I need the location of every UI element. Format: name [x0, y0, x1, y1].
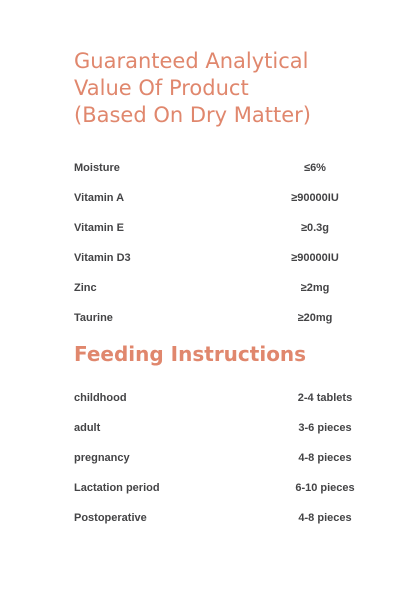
analysis-value: ≥0.3g — [300, 222, 330, 234]
analysis-value: ≥90000IU — [291, 252, 339, 264]
analysis-title-line-1: Guaranteed Analytical — [74, 49, 309, 73]
feeding-value: 4-8 pieces — [298, 452, 352, 464]
feeding-label: Postoperative — [74, 512, 147, 524]
analysis-label: Vitamin E — [74, 222, 124, 234]
feeding-label: Lactation period — [74, 482, 160, 494]
feeding-title: Feeding Instructions — [74, 342, 307, 366]
feeding-label: pregnancy — [74, 452, 130, 464]
analysis-title-line-2: Value Of Product — [74, 76, 249, 100]
analysis-value: ≤6% — [304, 162, 326, 174]
feeding-row-childhood — [74, 388, 364, 408]
analysis-row-taurine — [74, 308, 364, 328]
analysis-row-moisture — [74, 158, 364, 178]
analysis-label: Moisture — [74, 162, 120, 174]
feeding-value: 2-4 tablets — [297, 392, 353, 404]
analysis-label: Taurine — [74, 312, 113, 324]
feeding-value: 6-10 pieces — [295, 482, 355, 494]
analysis-row-vitamin-e — [74, 218, 364, 238]
analysis-row-vitamin-a — [74, 188, 364, 208]
feeding-value: 4-8 pieces — [298, 512, 352, 524]
feeding-row-pregnancy — [74, 448, 364, 468]
feeding-value: 3-6 pieces — [298, 422, 352, 434]
feeding-row-postoperative — [74, 508, 364, 528]
analysis-label: Vitamin A — [74, 192, 125, 204]
analysis-value: ≥2mg — [300, 282, 330, 294]
analysis-row-zinc — [74, 278, 364, 298]
feeding-label: childhood — [74, 392, 127, 404]
feeding-row-lactation — [74, 478, 364, 498]
analysis-label: Vitamin D3 — [74, 252, 131, 264]
analysis-title-line-3: (Based On Dry Matter) — [74, 103, 311, 127]
feeding-label: adult — [74, 422, 101, 434]
analysis-row-vitamin-d3 — [74, 248, 364, 268]
analysis-label: Zinc — [74, 282, 97, 294]
analysis-title — [74, 48, 374, 129]
feeding-row-adult — [74, 418, 364, 438]
analysis-value: ≥90000IU — [291, 192, 339, 204]
analysis-value: ≥20mg — [297, 312, 333, 324]
